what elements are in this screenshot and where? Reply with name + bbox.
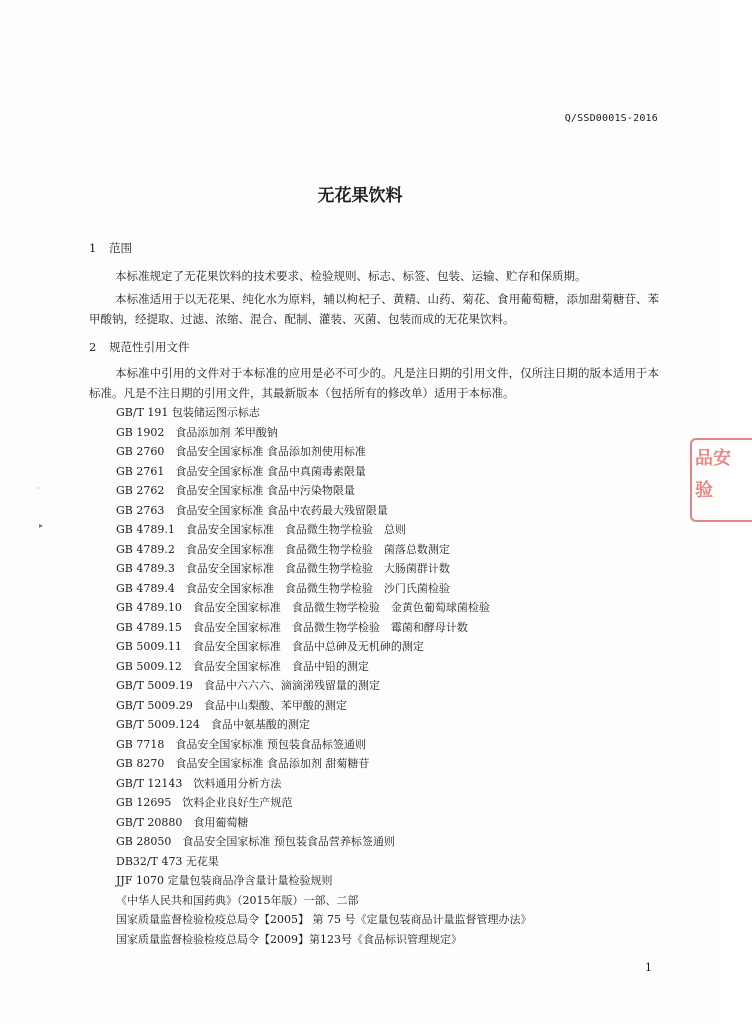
- section-title: 规范性引用文件: [109, 340, 190, 354]
- reference-item: GB 2760 食品安全国家标准 食品添加剂使用标准: [116, 445, 366, 459]
- reference-item: DB32/T 473 无花果: [116, 854, 219, 868]
- stamp-text-line: 验: [695, 480, 713, 501]
- reference-list: [116, 403, 531, 949]
- reference-item: GB 12695 饮料企业良好生产规范: [116, 796, 293, 810]
- document-code: Q/SSD0001S-2016: [564, 113, 658, 124]
- section-title: 范围: [109, 241, 132, 255]
- document-title: 无花果饮料: [317, 186, 403, 206]
- reference-item: 国家质量监督检验检疫总局令【2009】第123号《食品标识管理规定》: [116, 932, 462, 946]
- section-heading-scope: [89, 240, 132, 256]
- reference-item: GB 7718 食品安全国家标准 预包装食品标签通则: [116, 737, 366, 751]
- reference-item: GB 1902 食品添加剂 苯甲酸钠: [116, 425, 278, 439]
- reference-item: GB/T 5009.19 食品中六六六、滴滴涕残留量的测定: [116, 679, 380, 693]
- section-number: 2: [89, 340, 97, 354]
- reference-item: GB 2763 食品安全国家标准 食品中农药最大残留限量: [116, 503, 388, 517]
- paragraph: 本标准规定了无花果饮料的技术要求、检验规则、标志、标签、包装、运输、贮存和保质期。: [115, 269, 587, 283]
- reference-item: GB 2762 食品安全国家标准 食品中污染物限量: [116, 484, 355, 498]
- section-heading-normative-references: [89, 339, 190, 355]
- reference-item: GB/T 20880 食用葡萄糖: [116, 815, 249, 829]
- paragraph: 本标准适用于以无花果、纯化水为原料，辅以枸杞子、黄精、山药、菊花、食用葡萄糖，添加甜菊糖苷、苯甲酸钠，经提取、过滤、浓缩、混合、配制、灌装、灭菌、包装而成的无花果饮料。: [89, 292, 659, 326]
- scan-speck: ·: [37, 484, 40, 493]
- reference-item: GB 4789.2 食品安全国家标准 食品微生物学检验 菌落总数测定: [116, 542, 450, 556]
- reference-item: GB/T 12143 饮料通用分析方法: [116, 776, 282, 790]
- reference-item: GB 4789.15 食品安全国家标准 食品微生物学检验 霉菌和酵母计数: [116, 620, 468, 634]
- reference-item: GB 4789.1 食品安全国家标准 食品微生物学检验 总则: [116, 523, 406, 537]
- reference-item: GB/T 191 包装储运图示标志: [116, 406, 260, 419]
- stamp-text-line: 品安: [695, 448, 731, 469]
- reference-item: GB/T 5009.124 食品中氨基酸的测定: [116, 718, 310, 732]
- page-number: 1: [645, 961, 652, 974]
- reference-item: GB/T 5009.29 食品中山梨酸、苯甲酸的测定: [116, 698, 347, 712]
- reference-item: 《中华人民共和国药典》（2015年版）一部、二部: [116, 893, 359, 907]
- reference-item: GB 28050 食品安全国家标准 预包装食品营养标签通则: [116, 835, 395, 849]
- reference-item: GB 2761 食品安全国家标准 食品中真菌毒素限量: [116, 464, 366, 478]
- reference-item: GB 8270 食品安全国家标准 食品添加剂 甜菊糖苷: [116, 757, 370, 771]
- reference-item: GB 4789.3 食品安全国家标准 食品微生物学检验 大肠菌群计数: [116, 562, 450, 576]
- reference-item: JJF 1070 定量包装商品净含量计量检验规则: [116, 874, 333, 888]
- reference-item: GB 4789.4 食品安全国家标准 食品微生物学检验 沙门氏菌检验: [116, 581, 450, 595]
- scan-speck: ▸: [39, 521, 44, 530]
- reference-item: GB 5009.12 食品安全国家标准 食品中铅的测定: [116, 659, 369, 673]
- red-seal-stamp: [690, 438, 752, 522]
- paragraph: 本标准中引用的文件对于本标准的应用是必不可少的。凡是注日期的引用文件，仅所注日期的版本适用于本标准。凡是不注日期的引用文件，其最新版本（包括所有的修改单）适用于本标准。: [89, 366, 659, 400]
- reference-item: 国家质量监督检验检疫总局令【2005】 第 75 号《定量包装商品计量监督管理办法》: [116, 913, 532, 927]
- reference-item: GB 4789.10 食品安全国家标准 食品微生物学检验 金黄色葡萄球菌检验: [116, 601, 490, 615]
- section-number: 1: [89, 241, 97, 255]
- reference-item: GB 5009.11 食品安全国家标准 食品中总砷及无机砷的测定: [116, 640, 424, 654]
